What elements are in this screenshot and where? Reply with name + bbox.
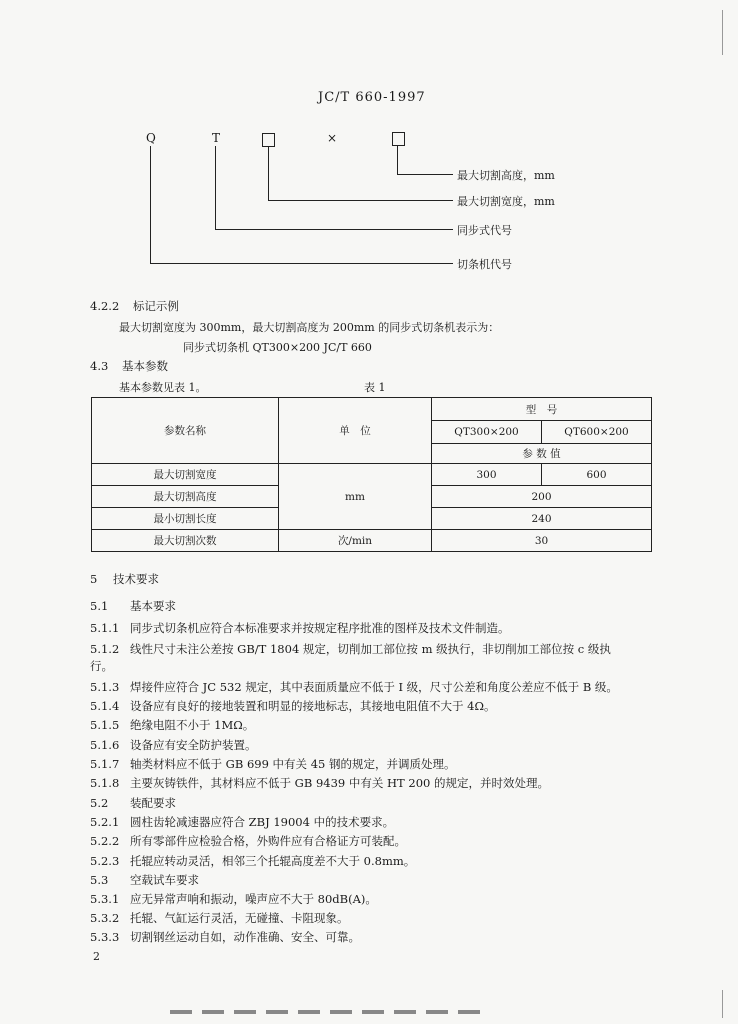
- clause-5-2-3: 5.2.3 托辊应转动灵活，相邻三个托辊高度差不大于 0.8mm。: [90, 854, 416, 868]
- clause-5-3-1: 5.3.1 应无异常声响和振动，噪声应不大于 80dB(A)。: [90, 892, 377, 906]
- clause-5-1-1: 5.1.1 同步式切条机应符合本标准要求并按规定程序批准的图样及技术文件制造。: [90, 621, 510, 635]
- param-name-cell: 最大切割次数: [92, 530, 279, 552]
- value-cell-merged: 30: [432, 530, 652, 552]
- marking-example-line2: 同步式切条机 QT300×200 JC/T 660: [183, 341, 372, 354]
- scan-edge-mark: [722, 10, 723, 55]
- standard-code-header: JC/T 660-1997: [318, 90, 426, 105]
- code-box-width: [262, 133, 275, 147]
- scan-bottom-artifact: [170, 1010, 500, 1016]
- parameter-table: [91, 397, 652, 552]
- section-title: 基本参数: [121, 359, 168, 373]
- header-unit: 单 位: [279, 398, 432, 464]
- section-4-2-2-heading: [90, 298, 179, 314]
- value-cell-b: 600: [542, 464, 652, 486]
- clause-5-1-8: 5.1.8 主要灰铸铁件，其材料应不低于 GB 9439 中有关 HT 200 的规定，并时效处理。: [90, 776, 549, 790]
- unit-cell: mm: [279, 464, 432, 530]
- code-box-height: [392, 132, 405, 146]
- value-cell-merged: 200: [432, 486, 652, 508]
- value-cell-merged: 240: [432, 508, 652, 530]
- table-row: [92, 464, 652, 486]
- clause-5-1-5: 5.1.5 绝缘电阻不小于 1MΩ。: [90, 718, 255, 732]
- clause-5-2: 5.2 装配要求: [90, 796, 176, 810]
- clause-5-1-4: 5.1.4 设备应有良好的接地装置和明显的接地标志，其接地电阻值不大于 4Ω。: [90, 699, 496, 713]
- header-value: 参 数 值: [432, 444, 652, 464]
- label-max-width: 最大切割宽度，mm: [457, 195, 555, 208]
- connector-line: [215, 146, 216, 229]
- clause-5-2-2: 5.2.2 所有零部件应检验合格，外购件应有合格证方可装配。: [90, 834, 406, 848]
- table-intro: 基本参数见表 1。: [119, 381, 207, 394]
- connector-line: [150, 263, 453, 264]
- clause-5-1: 5.1 基本要求: [90, 599, 176, 613]
- label-machine-code: 切条机代号: [457, 258, 512, 271]
- table-caption: 表 1: [364, 381, 386, 394]
- page-number: 2: [93, 950, 100, 963]
- clause-5-3-2: 5.3.2 托辊、气缸运行灵活，无碰撞、卡阻现象。: [90, 911, 349, 925]
- clause-5-1-3: 5.1.3 焊接件应符合 JC 532 规定，其中表面质量应不低于 I 级，尺寸公差和角度公差应不低于 B 级。: [90, 680, 618, 694]
- section-4-3-heading: [90, 358, 168, 374]
- clause-5-2-1: 5.2.1 圆柱齿轮减速器应符合 ZBJ 19004 中的技术要求。: [90, 815, 395, 829]
- param-name-cell: 最大切割高度: [92, 486, 279, 508]
- unit-cell: 次/min: [279, 530, 432, 552]
- table-row: [92, 530, 652, 552]
- param-name-cell: 最小切割长度: [92, 508, 279, 530]
- header-model-b: QT600×200: [542, 421, 652, 444]
- clause-5-1-7: 5.1.7 轴类材料应不低于 GB 699 中有关 45 钢的规定，并调质处理。: [90, 757, 456, 771]
- connector-line: [397, 146, 398, 174]
- param-name-cell: 最大切割宽度: [92, 464, 279, 486]
- marking-example-line1: 最大切割宽度为 300mm，最大切割高度为 200mm 的同步式切条机表示为：: [119, 321, 500, 334]
- scan-edge-mark: [722, 990, 723, 1018]
- clause-5-1-6: 5.1.6 设备应有安全防护装置。: [90, 738, 257, 752]
- code-times: ×: [327, 131, 338, 145]
- code-t: T: [212, 131, 221, 145]
- connector-line: [215, 229, 453, 230]
- clause-5-1-2-continued: 行。: [90, 659, 113, 673]
- code-q: Q: [146, 131, 156, 145]
- clause-5-1-2: 5.1.2 线性尺寸未注公差按 GB/T 1804 规定，切削加工部位按 m 级执行，非切削加工部位按 c 级执: [90, 642, 611, 656]
- connector-line: [268, 200, 453, 201]
- section-5-heading: [90, 571, 159, 587]
- label-sync-code: 同步式代号: [457, 224, 512, 237]
- section-number: 4.2.2: [90, 299, 120, 313]
- section-title: 技术要求: [112, 572, 159, 586]
- section-title: 标记示例: [132, 299, 179, 313]
- connector-line: [268, 146, 269, 200]
- header-model: 型 号: [432, 398, 652, 421]
- connector-line: [397, 174, 453, 175]
- header-param-name: 参数名称: [92, 398, 279, 464]
- label-max-height: 最大切割高度，mm: [457, 169, 555, 182]
- clause-5-3: 5.3 空载试车要求: [90, 873, 199, 887]
- clause-5-3-3: 5.3.3 切割钢丝运动自如，动作准确、安全、可靠。: [90, 930, 360, 944]
- section-number: 4.3: [90, 359, 109, 373]
- section-number: 5: [90, 572, 98, 586]
- value-cell-a: 300: [432, 464, 542, 486]
- connector-line: [150, 146, 151, 263]
- header-model-a: QT300×200: [432, 421, 542, 444]
